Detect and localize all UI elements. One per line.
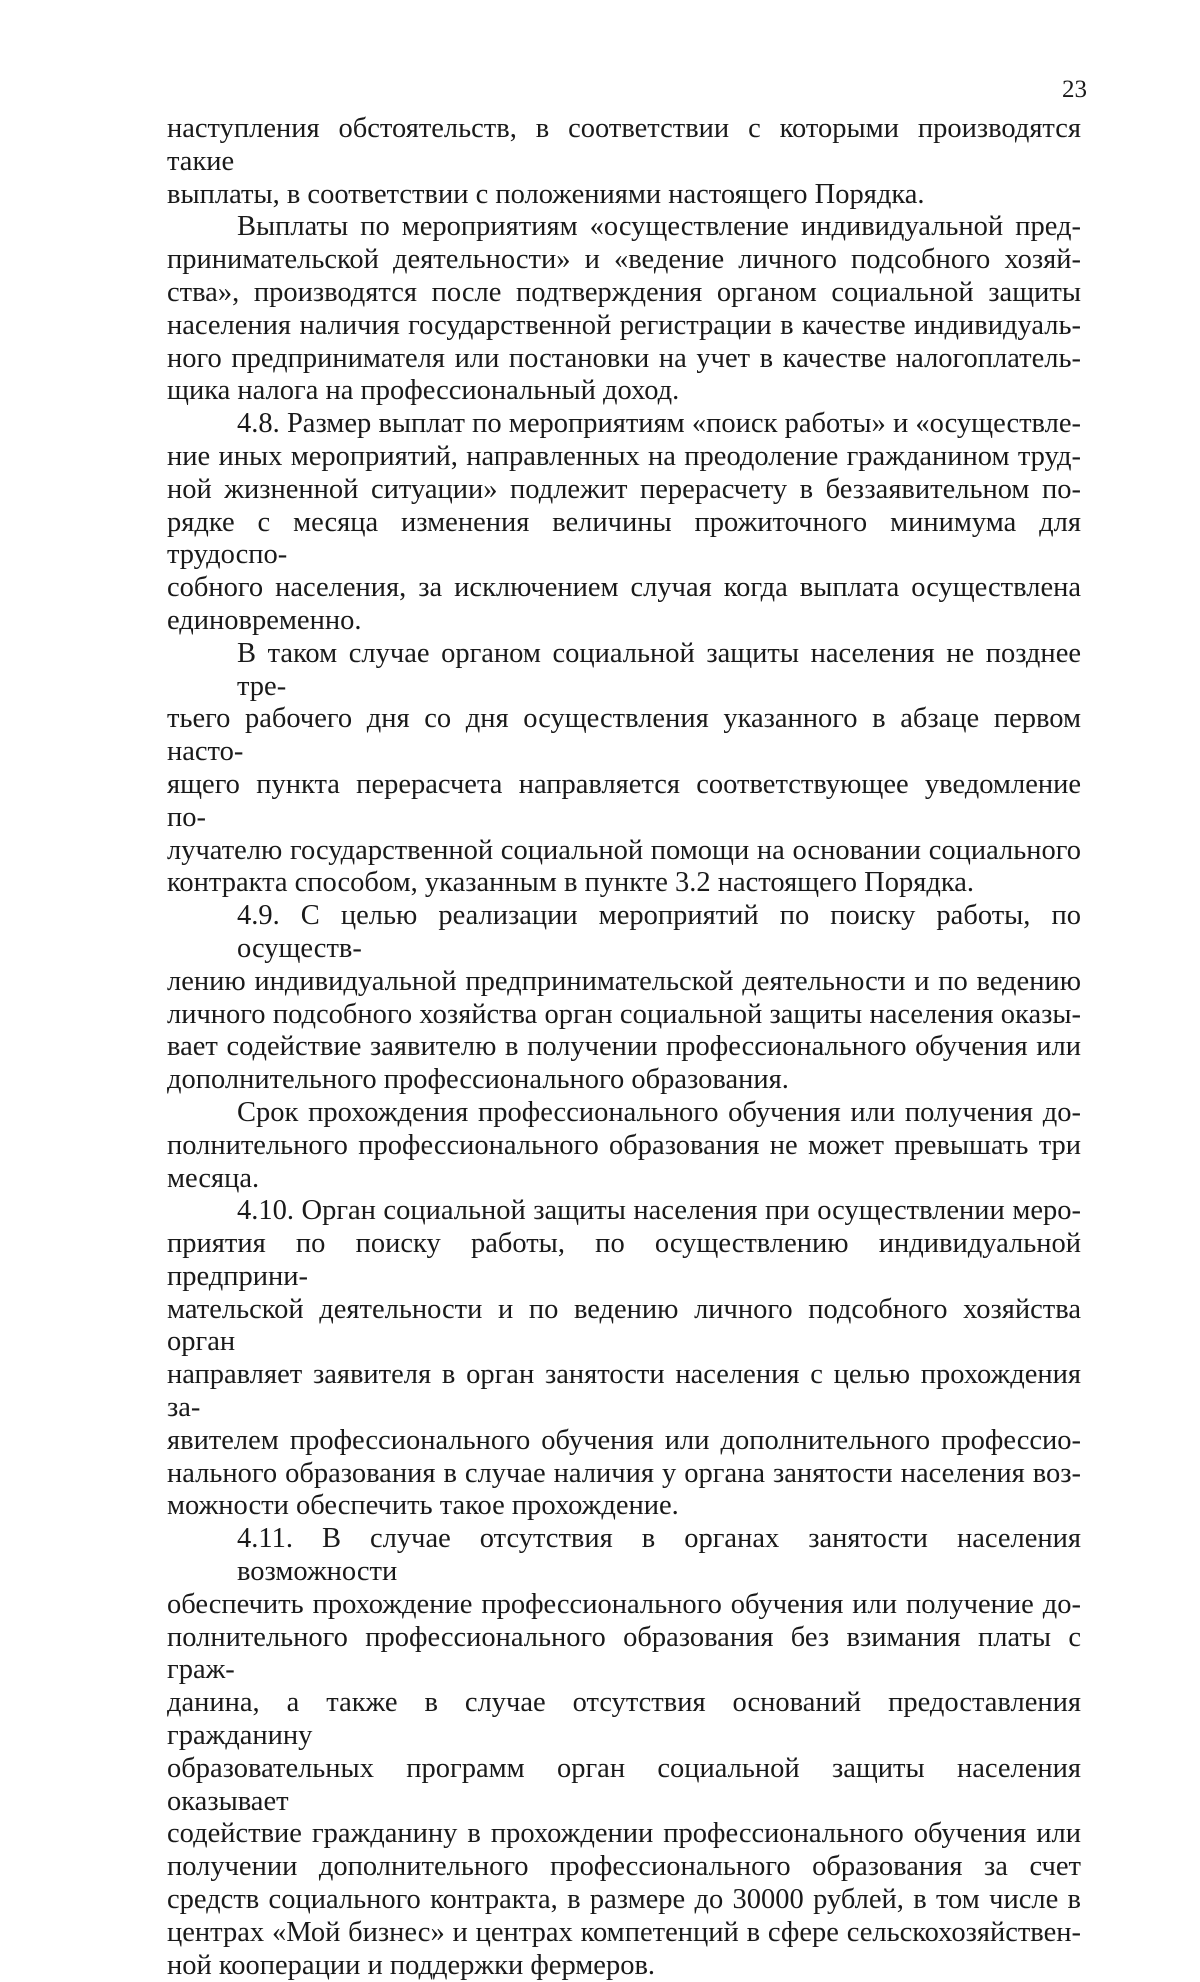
text-line: ства», производятся после подтверждения органом социальной защиты [167, 276, 1081, 308]
paragraph [167, 113, 1081, 211]
text-line: средств социального контракта, в размере до 30000 рублей, в том числе в [167, 1884, 1081, 1916]
text-line: нального образования в случае наличия у органа занятости населения воз- [167, 1457, 1081, 1489]
paragraph [167, 408, 1081, 638]
text-line: личного подсобного хозяйства орган социальной защиты населения оказы- [167, 998, 1081, 1030]
text-line: В таком случае органом социальной защиты населения не позднее тре- [237, 637, 1081, 702]
text-line: единовременно. [167, 604, 362, 636]
text-line: центрах «Мой бизнес» и центрах компетенций в сфере сельскохозяйствен- [167, 1916, 1081, 1948]
text-line: полнительного профессионального образования не может превышать три [167, 1129, 1081, 1161]
text-line: получении дополнительного профессионального образования за счет [167, 1851, 1081, 1883]
text-line: обеспечить прохождение профессионального обучения или получение до- [167, 1588, 1081, 1620]
text-line: мательской деятельности и по ведению личного подсобного хозяйства орган [167, 1293, 1081, 1358]
text-line: Выплаты по мероприятиям «осуществление индивидуальной пред- [237, 211, 1081, 243]
paragraph [167, 1097, 1081, 1195]
text-line: выплаты, в соответствии с положениями настоящего Порядка. [167, 178, 925, 210]
text-line: можности обеспечить такое прохождение. [167, 1490, 679, 1522]
text-line: образовательных программ орган социальной защиты населения оказывает [167, 1752, 1081, 1817]
text-line: населения наличия государственной регистрации в качестве индивидуаль- [167, 309, 1081, 341]
paragraph [167, 1195, 1081, 1523]
text-line: ние иных мероприятий, направленных на преодоление гражданином труд- [167, 440, 1081, 472]
paragraph [167, 211, 1081, 408]
text-line: вает содействие заявителю в получении профессионального обучения или [167, 1031, 1081, 1063]
text-line: лучателю государственной социальной помощи на основании социального [167, 834, 1081, 866]
text-line: ной кооперации и поддержки фермеров. [167, 1949, 656, 1981]
text-line: рядке с месяца изменения величины прожиточного минимума для трудоспо- [167, 506, 1081, 571]
text-line: Срок прохождения профессионального обучения или получения до- [237, 1096, 1081, 1128]
text-line: щика налога на профессиональный доход. [167, 375, 680, 407]
document-body [167, 113, 1081, 1982]
text-line: собного населения, за исключением случая когда выплата осуществлена [167, 572, 1081, 604]
text-line: месяца. [167, 1162, 260, 1194]
text-line: 4.9. С целью реализации мероприятий по поиску работы, по осуществ- [237, 900, 1081, 964]
paragraph [167, 900, 1081, 1097]
text-line: ной жизненной ситуации» подлежит перерасчету в беззаявительном по- [167, 473, 1081, 505]
text-line: дополнительного профессионального образования. [167, 1064, 789, 1096]
text-line: полнительного профессионального образования без взимания платы с граж- [167, 1621, 1081, 1686]
text-line: содействие гражданину в прохождении профессионального обучения или [167, 1818, 1081, 1850]
text-line: тьего рабочего дня со дня осуществления указанного в абзаце первом насто- [167, 703, 1081, 768]
text-line: принимательской деятельности» и «ведение личного подсобного хозяй- [167, 244, 1081, 276]
text-line: приятия по поиску работы, по осуществлению индивидуальной предприни- [167, 1228, 1081, 1292]
text-line: 4.11. В случае отсутствия в органах занятости населения возможности [237, 1523, 1081, 1588]
text-line: контракта способом, указанным в пункте 3.2 настоящего Порядка. [167, 867, 975, 899]
text-line: лению индивидуальной предпринимательской деятельности и по ведению [167, 965, 1081, 997]
page-number: 23 [1062, 76, 1087, 103]
text-line: 4.8. Размер выплат по мероприятиям «поиск работы» и «осуществле- [237, 408, 1081, 440]
paragraph [167, 638, 1081, 900]
text-line: данина, а также в случае отсутствия оснований предоставления гражданину [167, 1687, 1081, 1752]
text-line: направляет заявителя в орган занятости населения с целью прохождения за- [167, 1359, 1081, 1424]
text-line: ящего пункта перерасчета направляется соответствующее уведомление по- [167, 768, 1081, 833]
paragraph [167, 1523, 1081, 1982]
text-line: наступления обстоятельств, в соответствии с которыми производятся такие [167, 113, 1081, 177]
text-line: ного предпринимателя или постановки на учет в качестве налогоплатель- [167, 342, 1081, 374]
text-line: 4.10. Орган социальной защиты населения при осуществлении меро- [237, 1195, 1081, 1227]
text-line: явителем профессионального обучения или дополнительного профессио- [167, 1424, 1081, 1456]
